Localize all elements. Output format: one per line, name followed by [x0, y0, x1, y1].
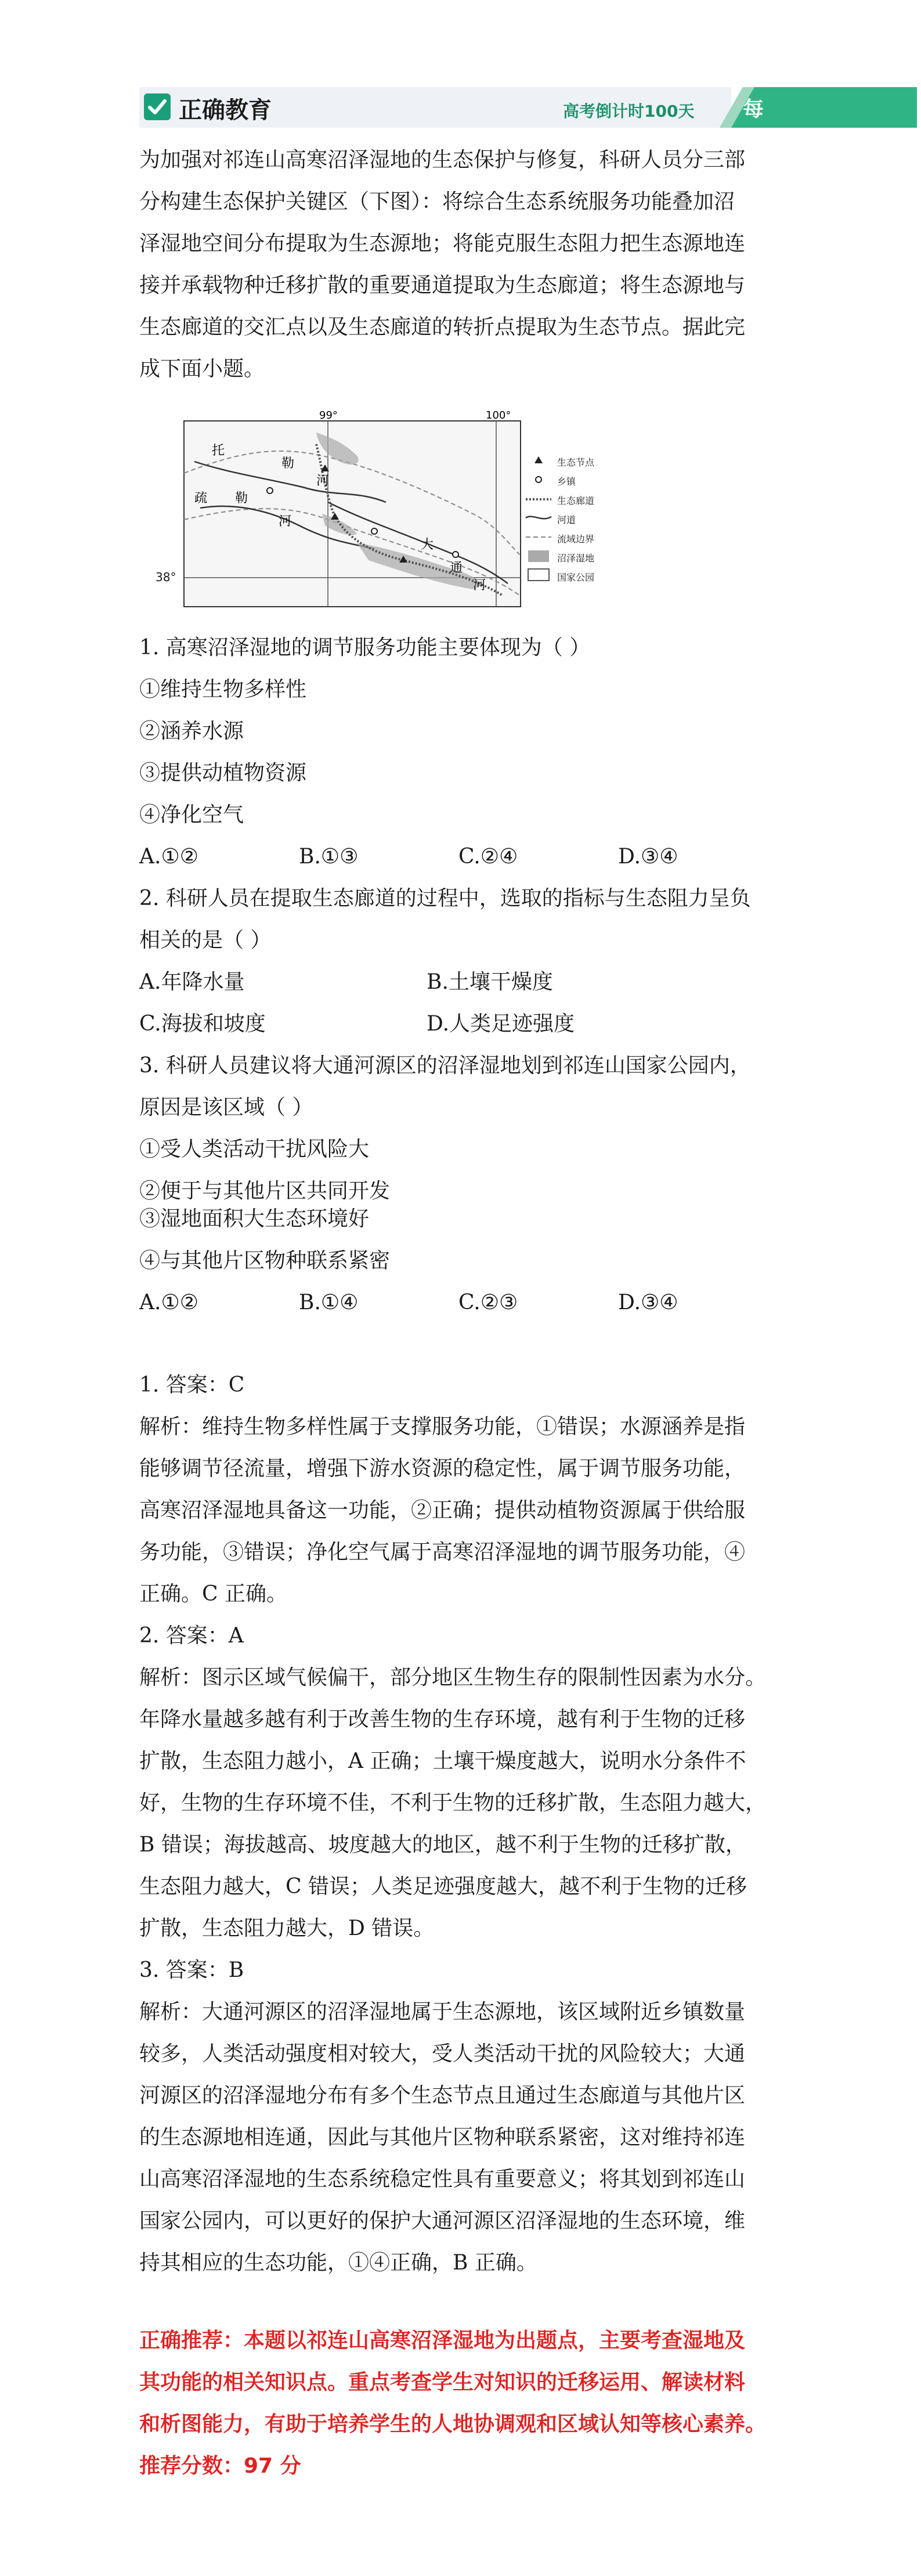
lon-label: 99°: [319, 409, 338, 421]
lat-label: 38°: [156, 570, 176, 584]
intro-line: 为加强对祁连山高寒沼泽湿地的生态保护与修复，科研人员分三部: [139, 148, 746, 172]
lon-label: 100°: [486, 409, 511, 421]
recommend-line: 正确推荐：本题以祁连山高寒沼泽湿地为出题点，主要考查湿地及: [139, 2329, 746, 2352]
answer-line: 持其相应的生态功能，①④正确，B 正确。: [139, 2251, 537, 2275]
answer-line: 扩散，生态阻力越小，A 正确；土壤干燥度越大，说明水分条件不: [139, 1749, 746, 1773]
eco-node-icon: [534, 456, 543, 463]
place-label: 托: [212, 444, 225, 458]
township: [267, 488, 273, 493]
answer-line: 能够调节径流量，增强下游水资源的稳定性，属于调节服务功能，: [139, 1457, 746, 1480]
q3-item: ②便于与其他片区共同开发: [139, 1179, 391, 1203]
q3-item: ④与其他片区物种联系紧密: [139, 1249, 391, 1273]
question-1-stem: 1. 高寒沼泽湿地的调节服务功能主要体现为（ ）: [139, 636, 591, 660]
answer-line: 解析：维持生物多样性属于支撑服务功能，①错误；水源涵养是指: [139, 1415, 746, 1439]
answer-line: B 错误；海拔越高、坡度越大的地区，越不利于生物的迁移扩散，: [139, 1833, 746, 1857]
q2-choice-b[interactable]: B.土壤干燥度: [427, 970, 553, 994]
answer-line: 扩散，生态阻力越大，D 错误。: [139, 1916, 435, 1940]
legend-item: 河道: [557, 514, 576, 525]
answer-line: 生态阻力越大，C 错误；人类足迹强度越大，越不利于生物的迁移: [139, 1875, 747, 1898]
intro-line: 成下面小题。: [139, 357, 265, 381]
answer-line: 正确。C 正确。: [139, 1582, 287, 1606]
legend-item: 生态廊道: [557, 495, 595, 506]
q2-choice-d[interactable]: D.人类足迹强度: [427, 1012, 575, 1036]
q3-choice-d[interactable]: D.③④: [618, 1291, 678, 1314]
map-legend: [557, 453, 594, 587]
q2-choice-a[interactable]: A.年降水量: [139, 970, 245, 994]
answer-line: 国家公园内，可以更好的保护大通河源区沼泽湿地的生态环境，维: [139, 2209, 746, 2233]
place-label: 勒: [281, 456, 295, 471]
question-3-stem: 3. 科研人员建议将大通河源区的沼泽湿地划到祁连山国家公园内，: [139, 1054, 751, 1078]
brand-logo: 正确教育: [179, 97, 272, 124]
legend-item: 生态节点: [557, 457, 595, 468]
q1-item: ④净化空气: [139, 803, 244, 827]
legend-item: 沼泽湿地: [557, 553, 595, 564]
q1-item: ①维持生物多样性: [139, 678, 307, 701]
q3-choice-b[interactable]: B.①④: [299, 1291, 359, 1314]
legend-symbols: [522, 453, 555, 592]
intro-line: 分构建生态保护关键区（下图）：将综合生态系统服务功能叠加沼: [139, 190, 735, 214]
answer-line: 高寒沼泽湿地具备这一功能，②正确；提供动植物资源属于供给服: [139, 1498, 746, 1522]
intro-line: 接并承载物种迁移扩散的重要通道提取为生态廊道；将生态源地与: [139, 273, 746, 297]
q3-choice-a[interactable]: A.①②: [139, 1291, 198, 1314]
place-label: 疏: [194, 491, 208, 506]
place-label: 勒: [235, 491, 248, 506]
river-icon: [526, 517, 551, 519]
q1-item: ③提供动植物资源: [139, 761, 307, 785]
place-label: 河: [316, 474, 330, 488]
question-2-stem: 2. 科研人员在提取生态廊道的过程中，选取的指标与生态阻力呈负: [139, 887, 751, 910]
answer-line: 解析：图示区域气候偏干，部分地区生物生存的限制性因素为水分。: [139, 1666, 767, 1689]
answer-line: 较多，人类活动强度相对较大，受人类活动干扰的风险较大；大通: [139, 2042, 746, 2066]
daily-question-tag: 每日一题: [743, 98, 767, 210]
q1-choice-b[interactable]: B.①③: [299, 845, 359, 869]
answer-line: 务功能，③错误；净化空气属于高寒沼泽湿地的调节服务功能，④: [139, 1540, 746, 1564]
answer-line: 年降水量越多越有利于改善生物的生存环境，越有利于生物的迁移: [139, 1707, 746, 1731]
q2-choice-c[interactable]: C.海拔和坡度: [139, 1012, 266, 1036]
place-label: 河: [279, 514, 292, 529]
countdown-text: 高考倒计时100天: [563, 102, 695, 121]
legend-item: 流域边界: [557, 534, 595, 545]
recommend-line: 其功能的相关知识点。重点考查学生对知识的迁移运用、解读材料: [139, 2370, 746, 2394]
answer-1-title: 1. 答案：C: [139, 1373, 245, 1397]
answer-line: 山高寒沼泽湿地的生态系统稳定性具有重要意义；将其划到祁连山: [139, 2167, 746, 2191]
q1-choice-d[interactable]: D.③④: [618, 845, 678, 869]
intro-line: 生态廊道的交汇点以及生态廊道的转折点提取为生态节点。据此完: [139, 315, 746, 339]
answer-line: 解析：大通河源区的沼泽湿地属于生态源地，该区域附近乡镇数量: [139, 2000, 746, 2024]
intro-line: 泽湿地空间分布提取为生态源地；将能克服生态阻力把生态源地连: [139, 232, 746, 255]
recommend-line: 和析图能力，有助于培养学生的人地协调观和区域认知等核心素养。: [139, 2412, 767, 2436]
answer-line: 的生态源地相连通，因此与其他片区物种联系紧密，这对维持祁连: [139, 2125, 746, 2149]
q1-choice-c[interactable]: C.②④: [458, 845, 518, 869]
place-label: 大: [421, 538, 434, 552]
legend-item: 国家公园: [557, 572, 595, 583]
q3-choice-c[interactable]: C.②③: [458, 1291, 518, 1314]
recommend-score: 推荐分数：97 分: [139, 2454, 301, 2478]
township: [371, 528, 377, 534]
q3-item: ③湿地面积大生态环境好: [139, 1207, 370, 1231]
answer-3-title: 3. 答案：B: [139, 1958, 244, 1982]
qilian-wetland-map: [183, 409, 554, 610]
place-label: 通: [450, 561, 463, 575]
place-label: 河: [473, 578, 486, 593]
wetland-icon: [528, 550, 549, 562]
question-3-stem-cont: 原因是该区域（ ）: [139, 1096, 313, 1119]
q1-choice-a[interactable]: A.①②: [139, 845, 198, 869]
q3-item: ①受人类活动干扰风险大: [139, 1137, 370, 1161]
q1-item: ②涵养水源: [139, 719, 244, 743]
answer-line: 河源区的沼泽湿地分布有多个生态节点且通过生态廊道与其他片区: [139, 2084, 746, 2107]
township-icon: [536, 477, 541, 482]
park-icon: [528, 569, 549, 581]
answer-2-title: 2. 答案：A: [139, 1624, 244, 1648]
legend-item: 乡镇: [557, 476, 576, 487]
township: [453, 552, 458, 557]
check-icon: [144, 93, 171, 120]
answer-line: 好，生物的生存环境不佳，不利于生物的迁移扩散，生态阻力越大，: [139, 1791, 767, 1815]
question-2-stem-cont: 相关的是（ ）: [139, 928, 272, 952]
